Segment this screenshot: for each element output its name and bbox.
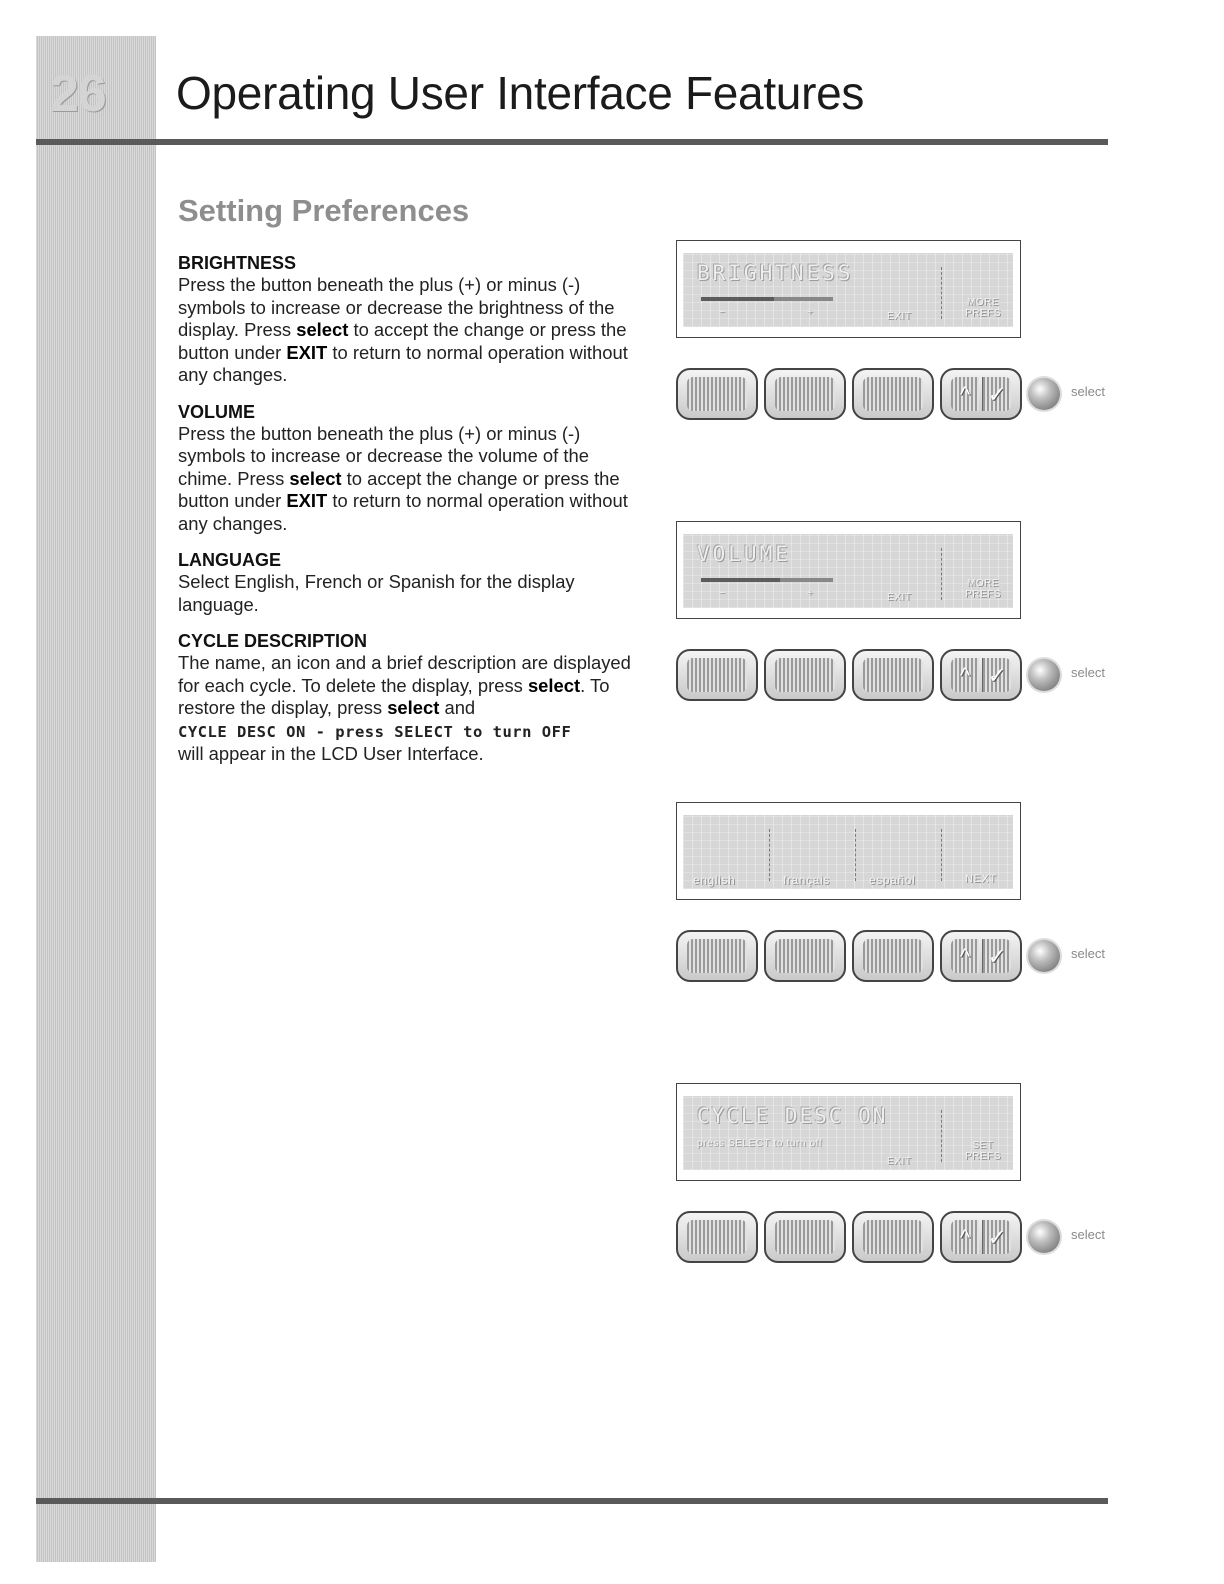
francais-button[interactable] [764, 930, 846, 982]
select-label: select [1071, 665, 1105, 680]
language-option-english: english [693, 873, 736, 887]
volume-heading: VOLUME [178, 401, 256, 422]
language-body: Select English, French or Spanish for the display language. [178, 571, 575, 615]
language-heading: LANGUAGE [178, 550, 281, 570]
plus-label: + [807, 588, 814, 599]
lcd-heading: BRIGHTNESS [697, 261, 854, 285]
select-label: select [1071, 946, 1105, 961]
plus-button[interactable] [764, 368, 846, 420]
english-button[interactable] [676, 930, 758, 982]
set-prefs-label: SET PREFS [965, 1140, 1001, 1162]
select-knob[interactable] [1028, 378, 1060, 410]
bottom-rule [36, 1498, 1108, 1504]
cycle-desc-panel [676, 1083, 1126, 1303]
button-row [676, 1211, 1116, 1265]
down-arrow-icon: ✓ [982, 939, 1011, 973]
lcd-divider [769, 829, 770, 881]
minus-label: − [719, 307, 726, 318]
language-option-espanol: español [869, 873, 916, 887]
set-prefs-button[interactable] [940, 1211, 1022, 1263]
lcd-subtext: press SELECT to turn off [697, 1138, 823, 1149]
brightness-body: Press the button beneath the plus (+) or minus (-) symbols to increase or decrease the brightness of the display. Press select to accept the change or press the button under EXIT to return to normal operation without any changes. [178, 274, 628, 385]
espanol-button[interactable] [852, 930, 934, 982]
select-knob[interactable] [1028, 1221, 1060, 1253]
sidebar-band [36, 36, 156, 1562]
down-arrow-icon: ✓ [982, 658, 1011, 692]
lcd-display [676, 240, 1021, 338]
up-arrow-icon: ^ [951, 658, 979, 692]
cycle-heading: CYCLE DESCRIPTION [178, 631, 368, 651]
button-row [676, 368, 1116, 422]
language-option-francais: français [783, 873, 830, 887]
exit-button[interactable] [852, 649, 934, 701]
select-knob[interactable] [1028, 659, 1060, 691]
down-arrow-icon: ✓ [982, 1220, 1011, 1254]
lcd-divider [941, 1110, 942, 1162]
up-arrow-icon: ^ [951, 939, 979, 973]
lcd-display [676, 521, 1021, 619]
language-next-label: NEXT [965, 873, 997, 885]
brightness-level-bar [701, 297, 833, 301]
volume-level-fill [701, 578, 780, 582]
cycle-body: The name, an icon and a brief description are displayed for each cycle. To delete the display, press select. To restore the display, press select and CYCLE DESC ON - press SELECT to turn OFF will appear in the LCD User Interface. [178, 652, 631, 764]
lcd-divider [855, 829, 856, 881]
exit-label: EXIT [887, 1156, 912, 1167]
down-arrow-icon: ✓ [982, 377, 1011, 411]
lcd-message-inline: CYCLE DESC ON - press SELECT to turn OFF [178, 722, 572, 741]
next-button[interactable] [940, 930, 1022, 982]
brightness-level-fill [701, 297, 774, 301]
volume-panel [676, 521, 1126, 741]
exit-button[interactable] [852, 1211, 934, 1263]
text-column [178, 252, 638, 780]
minus-button[interactable] [676, 649, 758, 701]
top-rule [36, 139, 1108, 145]
language-panel [676, 802, 1126, 1022]
more-prefs-label: MORE PREFS [965, 297, 1001, 319]
select-label: select [1071, 1227, 1105, 1242]
lcd-heading: CYCLE DESC ON [697, 1104, 888, 1128]
minus-label: − [719, 588, 726, 599]
volume-body: Press the button beneath the plus (+) or minus (-) symbols to increase or decrease the volume of the chime. Press select to accept the change or press the button under EXIT to return to normal operation without any changes. [178, 422, 628, 534]
panel-button-2[interactable] [764, 1211, 846, 1263]
exit-label: EXIT [887, 311, 912, 322]
lcd-divider [941, 267, 942, 319]
more-prefs-label: MORE PREFS [965, 578, 1001, 600]
panel-button-1[interactable] [676, 1211, 758, 1263]
up-arrow-icon: ^ [951, 1220, 979, 1254]
more-prefs-button[interactable] [940, 649, 1022, 701]
plus-button[interactable] [764, 649, 846, 701]
button-row [676, 649, 1116, 703]
up-arrow-icon: ^ [951, 377, 979, 411]
page-title: Operating User Interface Features [176, 67, 865, 119]
section-title: Setting Preferences [178, 193, 470, 228]
lcd-display [676, 1083, 1021, 1181]
brightness-panel [676, 240, 1126, 460]
page-number: 26 [50, 65, 106, 123]
select-knob[interactable] [1028, 940, 1060, 972]
lcd-divider [941, 829, 942, 881]
plus-label: + [807, 307, 814, 318]
minus-button[interactable] [676, 368, 758, 420]
lcd-divider [941, 548, 942, 600]
select-label: select [1071, 384, 1105, 399]
lcd-display [676, 802, 1021, 900]
button-row [676, 930, 1116, 984]
exit-button[interactable] [852, 368, 934, 420]
more-prefs-button[interactable] [940, 368, 1022, 420]
volume-level-bar [701, 578, 833, 582]
brightness-heading: BRIGHTNESS [178, 253, 297, 273]
exit-label: EXIT [887, 592, 912, 603]
lcd-heading: VOLUME [697, 542, 791, 566]
